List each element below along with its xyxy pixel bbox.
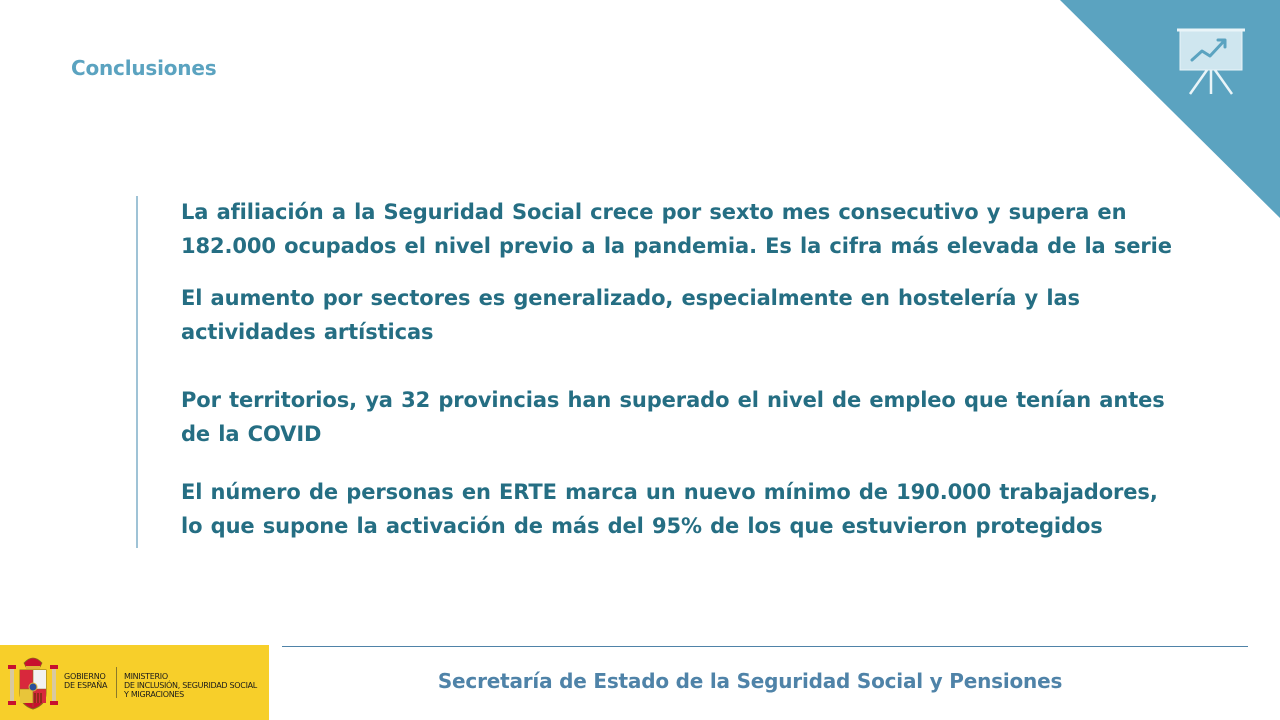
logo-gobierno-line: DE ESPAÑA: [64, 681, 108, 690]
conclusion-point: El aumento por sectores es generalizado, especialmente en hostelería y las actividades artísticas: [181, 286, 1080, 344]
corner-triangle: [1060, 0, 1280, 218]
conclusion-point: Por territorios, ya 32 provincias han superado el nivel de empleo que tenían antes de la COVID: [181, 388, 1165, 446]
slide-title: Conclusiones: [71, 56, 217, 80]
coat-of-arms-icon: [8, 653, 58, 713]
logo-gobierno-text: [64, 672, 107, 690]
logo-divider: [116, 667, 117, 698]
content-divider: [136, 196, 138, 548]
conclusion-point: La afiliación a la Seguridad Social crece por sexto mes consecutivo y supera en 182.000 ocupados el nivel previo a la pandemia. Es la cifra más elevada de la serie: [181, 200, 1172, 258]
logo-ministerio-text: [124, 672, 257, 699]
presentation-chart-icon: [1176, 26, 1246, 96]
logo-ministerio-line: Y MIGRACIONES: [124, 690, 184, 699]
logo-ministerio-line: DE INCLUSIÓN, SEGURIDAD SOCIAL: [124, 681, 257, 690]
government-logo: [0, 645, 269, 720]
footer-divider: [282, 646, 1248, 647]
logo-gobierno-line: GOBIERNO: [64, 672, 106, 681]
logo-ministerio-line: MINISTERIO: [124, 672, 168, 681]
conclusion-point: El número de personas en ERTE marca un nuevo mínimo de 190.000 trabajadores, lo que supone la activación de más del 95% de los que estuvieron protegidos: [181, 480, 1158, 538]
footer-text: Secretaría de Estado de la Seguridad Social y Pensiones: [437, 669, 1063, 693]
